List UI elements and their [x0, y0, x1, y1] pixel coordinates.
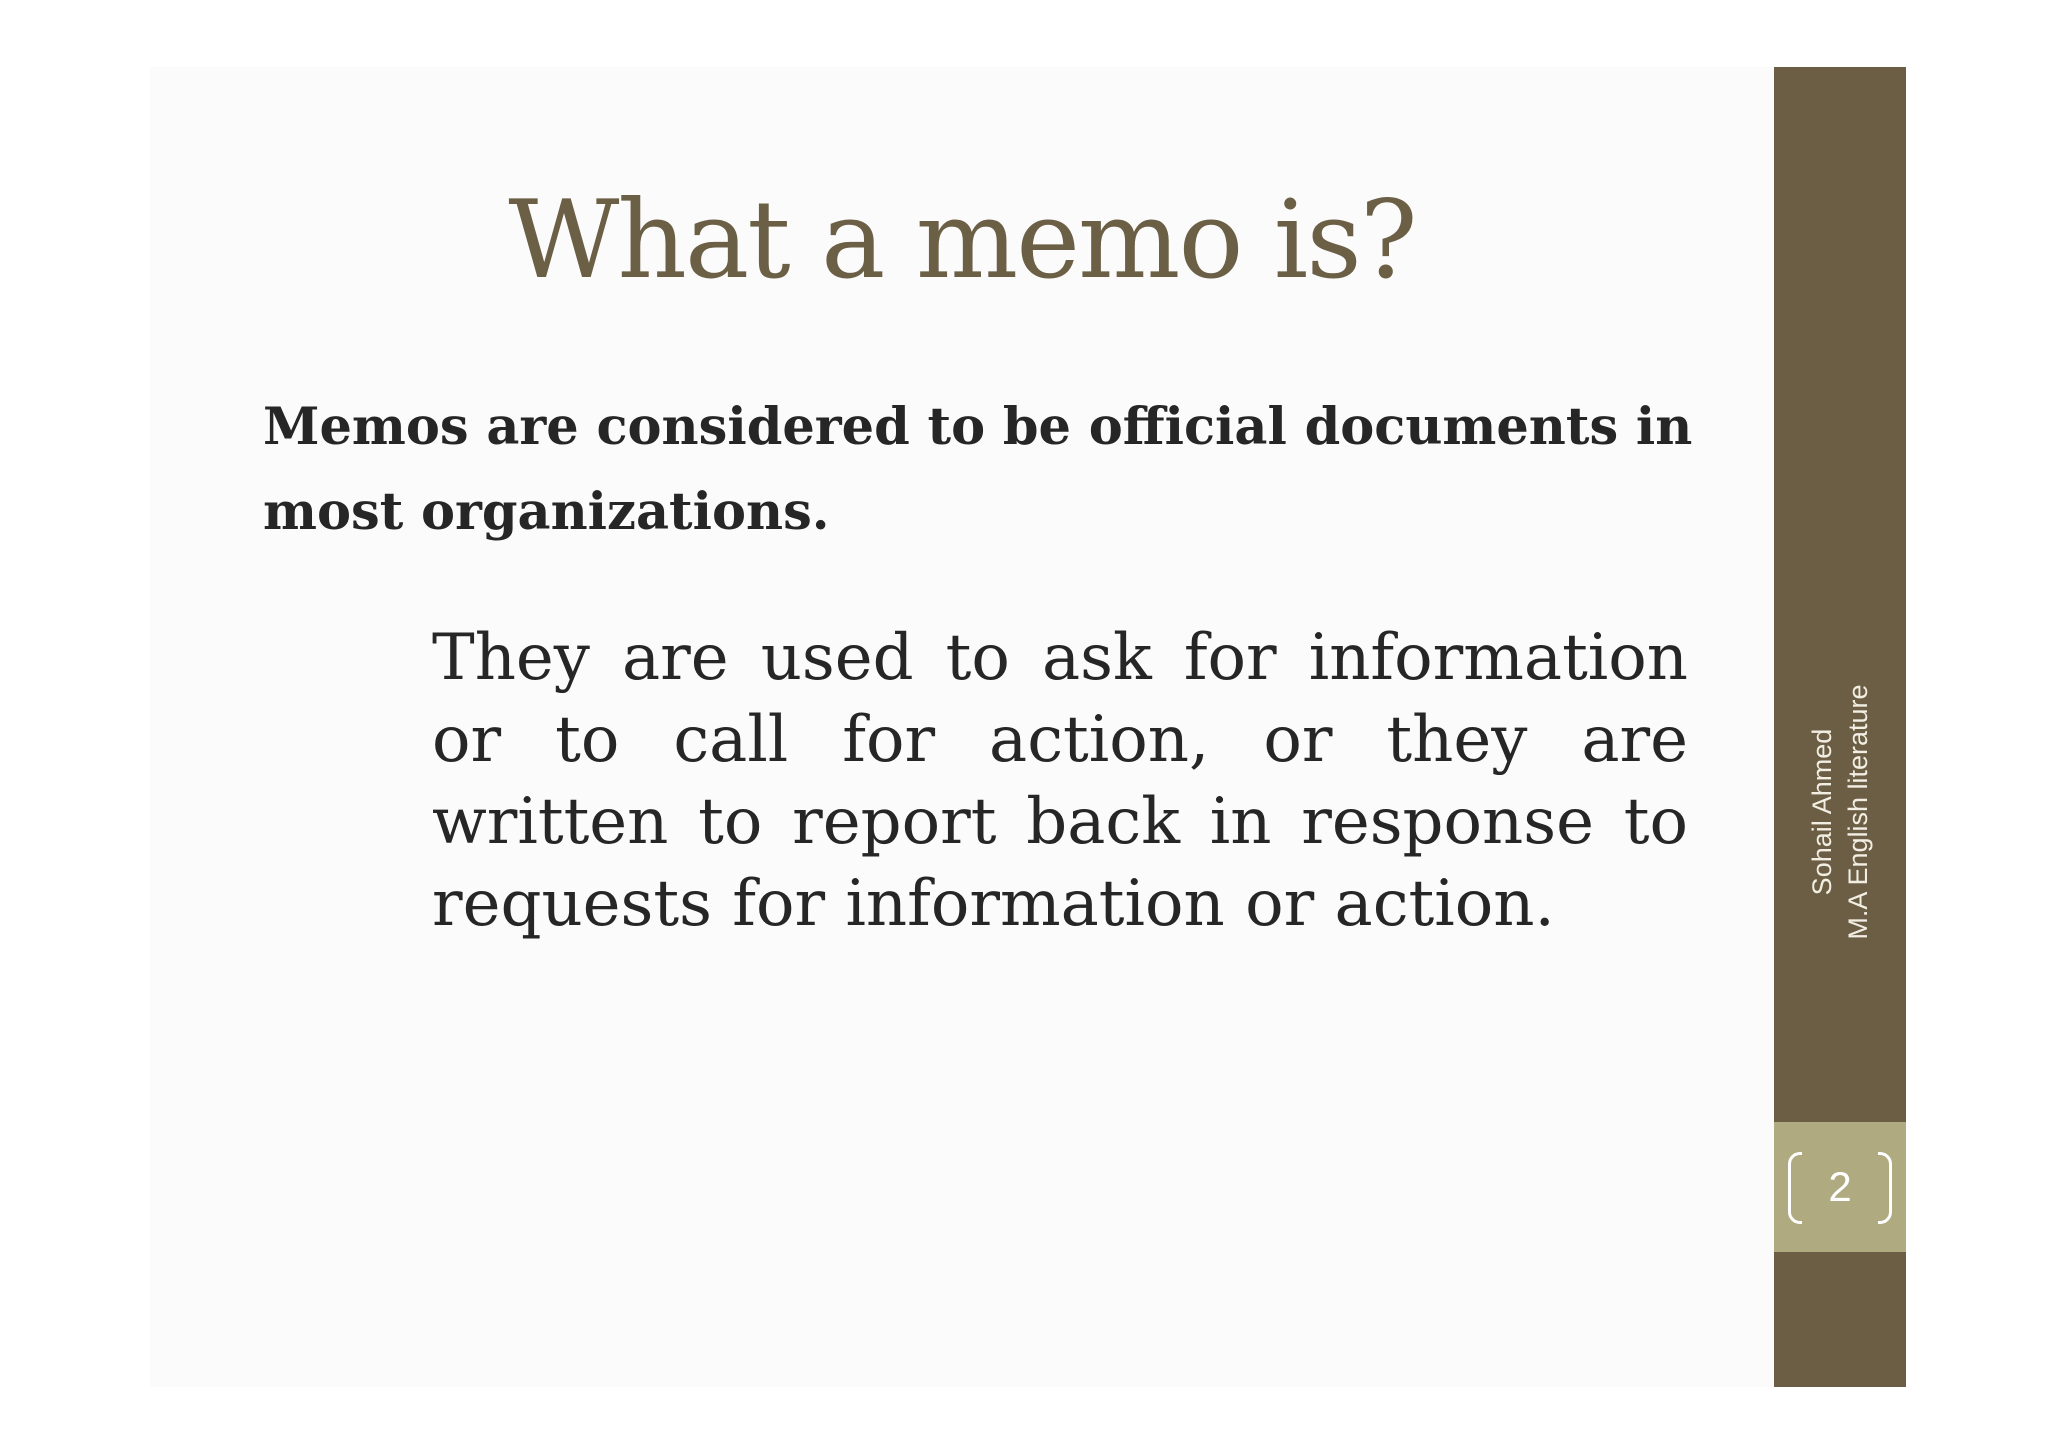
- author-name: Sohail Ahmed: [1807, 728, 1837, 896]
- page-number: 2: [1828, 1163, 1852, 1210]
- page-number-box: [1774, 1122, 1906, 1252]
- slide: [150, 67, 1774, 1387]
- author-subtitle: M.A English literature: [1843, 684, 1873, 940]
- body-paragraph: They are used to ask for information or to call for action, or they are written to report back in response to requests for information or action.: [432, 621, 1688, 941]
- slide-title: What a memo is?: [508, 178, 1416, 303]
- footer-text: [1795, 674, 1885, 950]
- lead-paragraph: Memos are considered to be official documents in most organizations.: [263, 397, 1693, 542]
